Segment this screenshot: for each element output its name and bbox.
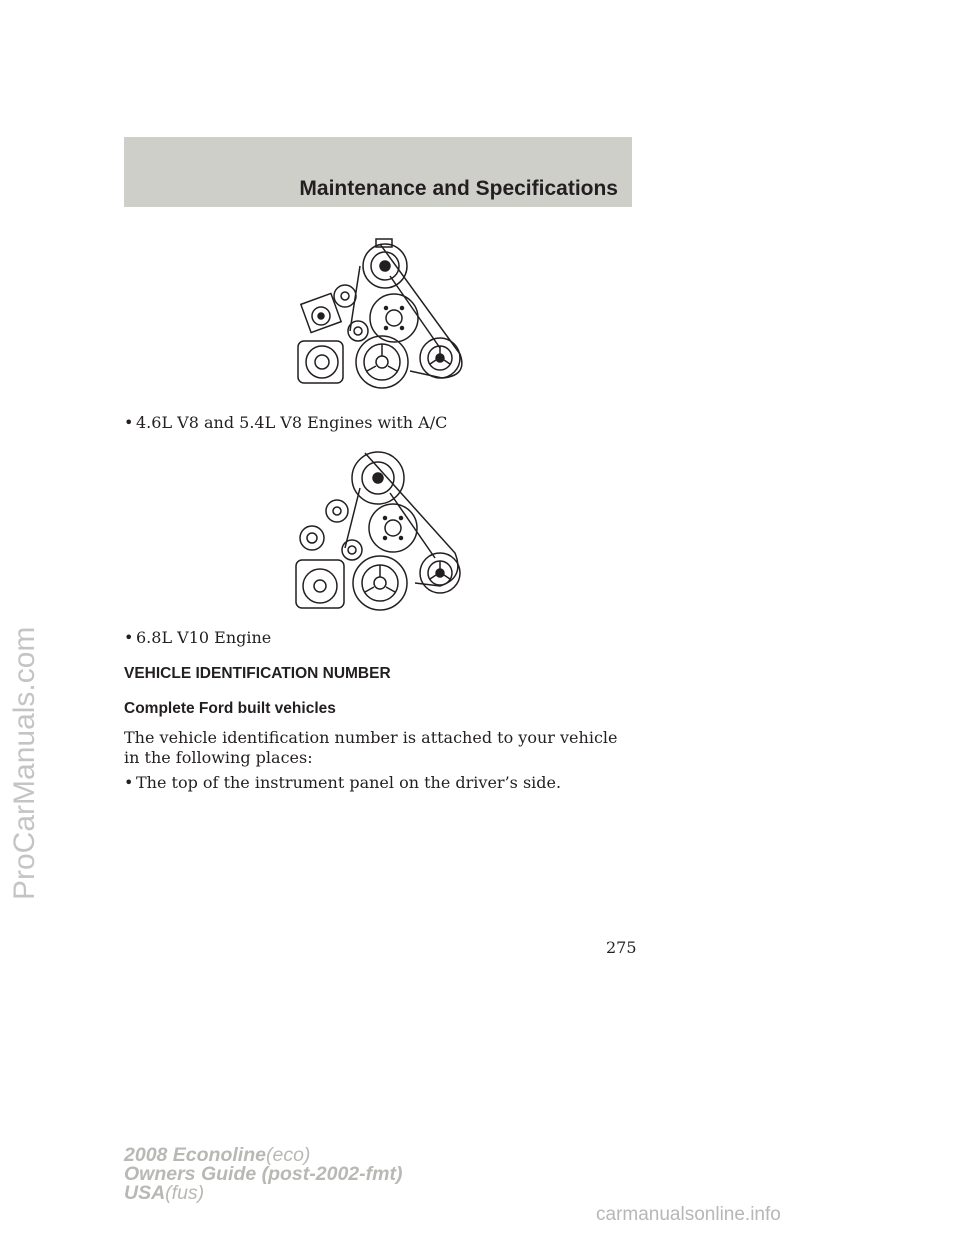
vin-location-text: The top of the instrument panel on the driver’s side. — [136, 773, 562, 792]
side-watermark: ProCarManuals.com — [8, 626, 41, 900]
bullet-glyph: • — [124, 413, 134, 432]
page-number: 275 — [606, 938, 637, 957]
footer-model-code: (eco) — [265, 1144, 311, 1166]
footer-guide: Owners Guide (post-2002-fmt) — [124, 1163, 403, 1185]
body-paragraph: The vehicle identification number is attached to your vehicle in the following places: — [124, 728, 618, 767]
footer-model: 2008 Econoline — [124, 1144, 266, 1166]
footer-market: USA — [124, 1182, 166, 1204]
belt-routing-diagram-2 — [290, 448, 480, 613]
footer-market-code: (fus) — [165, 1182, 205, 1204]
bullet-glyph: • — [124, 628, 134, 647]
section-heading: VEHICLE IDENTIFICATION NUMBER — [124, 665, 391, 682]
belt-routing-diagram-1 — [290, 236, 480, 391]
vin-location-bullet — [124, 773, 561, 793]
section-header-bar — [124, 137, 632, 207]
document-footer — [124, 1146, 402, 1203]
belt-routing-diagram-icon — [290, 236, 480, 391]
bullet-glyph: • — [124, 773, 134, 792]
diagram-1-caption — [124, 413, 447, 433]
belt-routing-diagram-icon — [290, 448, 480, 613]
section-title: Maintenance and Specifications — [299, 177, 618, 200]
bottom-watermark: carmanualsonline.info — [596, 1204, 781, 1225]
diagram-1-caption-text: 4.6L V8 and 5.4L V8 Engines with A/C — [136, 413, 448, 432]
diagram-2-caption — [124, 628, 271, 648]
section-subheading: Complete Ford built vehicles — [124, 700, 336, 717]
diagram-2-caption-text: 6.8L V10 Engine — [136, 628, 272, 647]
